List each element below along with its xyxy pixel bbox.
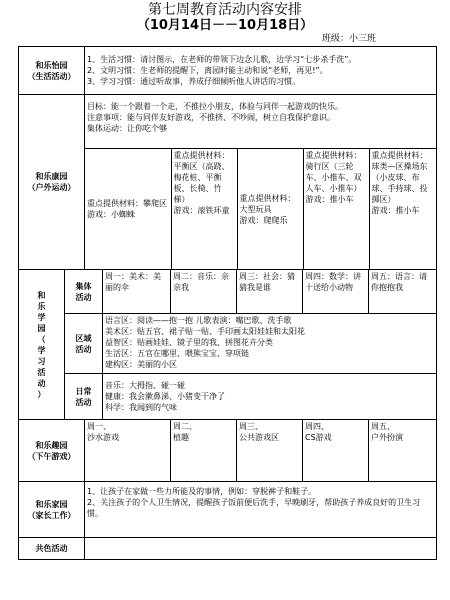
life-line: 2、文明习惯：生老师的提醒下，离园时能主动和说“老师，再见!”。 xyxy=(87,66,328,75)
study-zones-row xyxy=(19,314,437,374)
fun-day: 周五、 户外扮演 xyxy=(369,420,437,482)
zone-line: 美术区：贴五官、裙子贴一贴、手印画太阳娃娃和太阳花 xyxy=(105,327,305,336)
fun-day: 周二、 植趣 xyxy=(171,420,237,482)
outdoor-materials xyxy=(85,149,437,269)
group-activity-label: 集体 活动 xyxy=(65,270,103,314)
schedule-table xyxy=(18,46,437,560)
outdoor-note: 注意事项：能与同伴友好游戏，不推挤、不吵闹，树立自我保护意识。 xyxy=(87,113,335,122)
shared-content xyxy=(85,538,437,560)
group-activity-day: 周二：音乐：亲亲我 xyxy=(171,270,237,314)
daily-line: 音乐：大拇指、碰一碰 xyxy=(105,381,185,390)
family-line: 1、让孩子在家做一些力所能及的事情，例如：穿脱裤子和鞋子。 xyxy=(87,487,317,496)
daily-activity-content xyxy=(103,374,437,420)
family-content xyxy=(85,482,437,538)
family-label: 和乐家园 （家长工作） xyxy=(19,482,85,538)
fun-day: 周四、 CS游戏 xyxy=(303,420,369,482)
outdoor-goal xyxy=(85,95,437,149)
group-activity-day: 周四：数学：讲十送给小动物 xyxy=(303,270,369,314)
outdoor-area: 重点提供材料：大型玩具 游戏：爬爬乐 xyxy=(237,149,303,269)
fun-day: 周三、 公共游戏区 xyxy=(237,420,303,482)
life-line: 1、生活习惯：请讨图示，在老师的带领下边念儿歌，边学习“七步杀手洗”。 xyxy=(87,55,357,64)
life-label: 和乐怡园 （生活活动） xyxy=(19,47,85,95)
zone-line: 生活区：五官在哪里、喂熊宝宝、穿项链 xyxy=(105,349,249,358)
life-row xyxy=(19,47,437,95)
class-name: 小三班 xyxy=(349,34,377,44)
zone-activity-label: 区域 活动 xyxy=(65,314,103,374)
class-label: 班级： xyxy=(322,34,350,44)
daily-line: 科学：我闻到的气味 xyxy=(105,403,177,412)
study-group-row xyxy=(19,270,437,314)
zone-line: 益智区：贴画娃娃、镜子里的我、拼图花卉分类 xyxy=(105,338,273,347)
shared-label: 共色活动 xyxy=(19,538,85,560)
group-activity-day: 周五：语言：请你抱抱我 xyxy=(369,270,437,314)
family-line: 2、关注孩子的个人卫生情况，提醒孩子饭前便后洗手，早晚刷牙，帮助孩子养成良好的卫生习惯。 xyxy=(87,498,421,518)
life-line: 3、学习习惯：通过听故事，养成仔细倾听他人讲话的习惯。 xyxy=(87,77,301,86)
class-info xyxy=(322,33,376,45)
zone-line: 建构区：美丽的小区 xyxy=(105,360,177,369)
study-label: 和 乐 学 园 （ 学 习 活 动 ） xyxy=(19,270,65,420)
daily-line: 健康：我会漱鼻涕、小猪变干净了 xyxy=(105,392,225,401)
family-row xyxy=(19,482,437,538)
fun-day: 周一、 沙水游戏 xyxy=(85,420,171,482)
fun-row xyxy=(19,420,437,482)
life-content xyxy=(85,47,437,95)
outdoor-area: 重点提供材料：攀爬区 游戏：小蜘蛛 xyxy=(85,149,171,269)
zone-line: 语言区：阅读——抱一抱 儿歌表演：嘴巴歌、洗手歌 xyxy=(105,316,292,325)
outdoor-group: 集体运动：让你吃个够 xyxy=(87,124,167,133)
shared-row xyxy=(19,538,437,560)
outdoor-label: 和乐康园 （户外运动） xyxy=(19,95,85,270)
outdoor-goal-row xyxy=(19,95,437,149)
study-daily-row xyxy=(19,374,437,420)
fun-label: 和乐趣园 （下午游戏） xyxy=(19,420,85,482)
daily-activity-label: 日常 活动 xyxy=(65,374,103,420)
outdoor-area: 重点提供材料：平衡区（高跷、梅花桩、平衡板、长椅、竹梯） 游戏：滚铁环童 xyxy=(171,149,237,269)
outdoor-area: 重点提供材料：骑行区（三轮车、小推车、双人车、小推车）游戏：推小车 xyxy=(303,149,369,269)
date-range: （10月14日－－10月18日） xyxy=(136,18,314,33)
outdoor-goal-text: 目标：能一个跟着一个走，不推拉小朋友，体验与同伴一起游戏的快乐。 xyxy=(87,102,343,111)
zone-activity-content xyxy=(103,314,437,374)
page-title: 第七周教育活动内容安排 xyxy=(148,2,302,18)
group-activity-day: 周一：美术：美丽的伞 xyxy=(103,270,171,314)
outdoor-area: 重点提供材料：球类—区操场东（小皮球、布球、手持球、投掷区） 游戏：推小车 xyxy=(371,151,428,215)
group-activity-day: 周三：社会：猜猜我是谁 xyxy=(237,270,303,314)
